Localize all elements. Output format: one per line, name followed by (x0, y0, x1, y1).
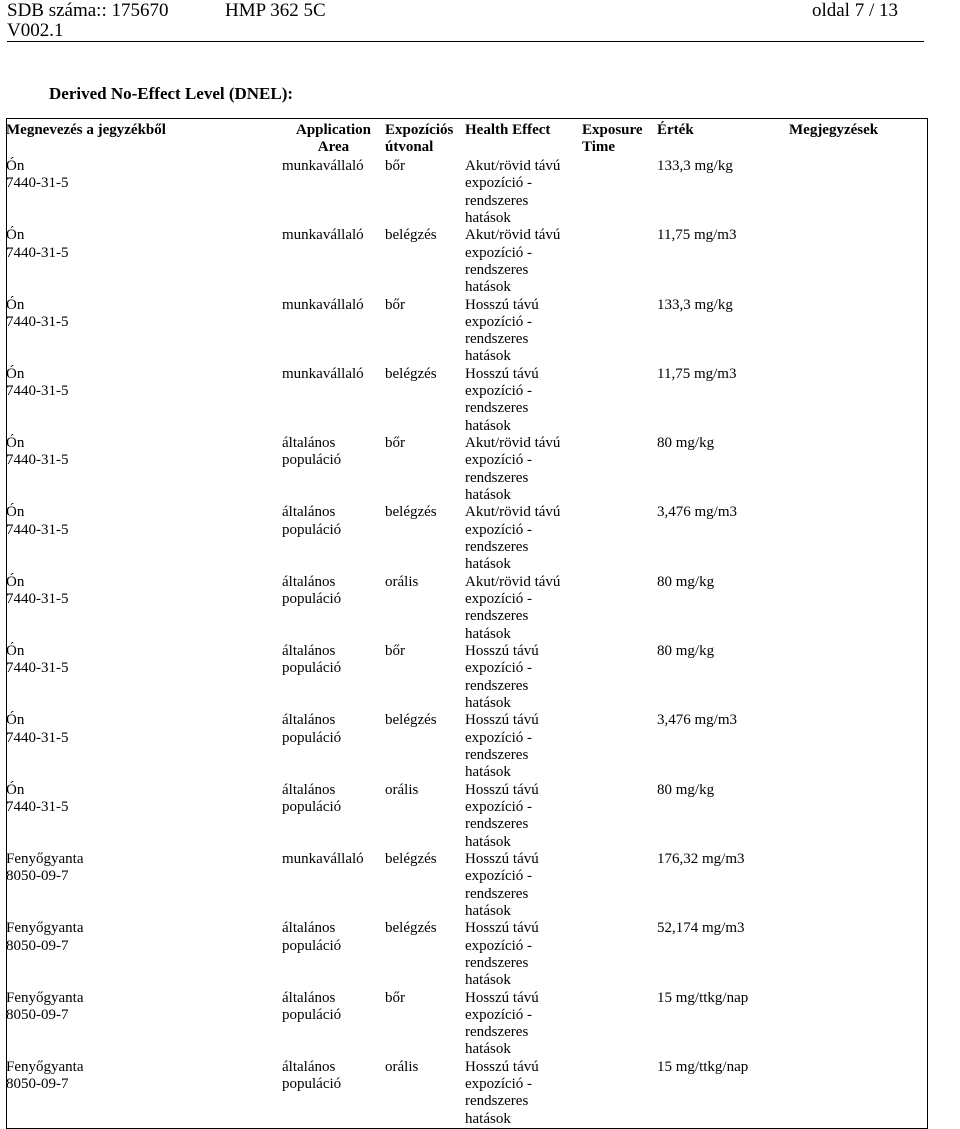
cell-route (385, 366, 465, 435)
area-line2: populáció (282, 798, 342, 815)
health-effect-line: Hosszú távú (465, 712, 539, 729)
health-effect-line: rendszeres (465, 1024, 529, 1041)
table-row (6, 712, 926, 781)
health-effect-line: expozíció - (465, 452, 533, 469)
cell-area (282, 1059, 385, 1128)
section-title: Derived No-Effect Level (DNEL): (49, 84, 294, 103)
cell-effect (465, 574, 582, 643)
substance-name: Ón (6, 643, 25, 660)
health-effect-line: rendszeres (465, 539, 529, 556)
table-row (6, 782, 926, 851)
cell-value (657, 782, 789, 851)
health-effect-line: rendszeres (465, 885, 529, 902)
area-line2: populáció (282, 452, 342, 469)
health-effect-line: Akut/rövid távú (465, 435, 561, 452)
dnel-value: 15 mg/ttkg/nap (657, 1058, 749, 1075)
health-effect-line: hatások (465, 209, 511, 226)
cell-time (582, 158, 657, 227)
cell-effect (465, 366, 582, 435)
exposure-route: bőr (385, 158, 405, 174)
area-line1: általános (282, 1058, 336, 1075)
cell-substance (6, 297, 282, 366)
health-effect-line: expozíció - (465, 383, 533, 400)
cas-number: 7440-31-5 (6, 175, 69, 192)
cell-time (582, 851, 657, 920)
cell-time (582, 504, 657, 573)
cas-number: 8050-09-7 (6, 1076, 69, 1093)
health-effect-line: Hosszú távú (465, 365, 539, 382)
cell-effect (465, 990, 582, 1059)
health-effect-line: expozíció - (465, 798, 533, 815)
cell-remark (789, 782, 926, 851)
health-effect-line: hatások (465, 625, 511, 642)
cell-value (657, 504, 789, 573)
area-line2: populáció (282, 660, 342, 677)
health-effect-line: Hosszú távú (465, 850, 539, 867)
substance-name: Ón (6, 781, 25, 798)
cell-substance (6, 435, 282, 504)
dnel-value: 11,75 mg/m3 (657, 227, 737, 244)
cell-route (385, 297, 465, 366)
exposure-route: bőr (385, 296, 405, 313)
health-effect-line: rendszeres (465, 400, 529, 417)
cell-value (657, 574, 789, 643)
cell-route (385, 712, 465, 781)
header-line (7, 0, 924, 22)
cell-value (657, 158, 789, 227)
area-line1: általános (282, 643, 336, 660)
cell-effect (465, 504, 582, 573)
cell-remark (789, 227, 926, 296)
health-effect-line: rendszeres (465, 746, 529, 763)
exposure-route: orális (385, 573, 419, 590)
health-effect-line: Akut/rövid távú (465, 227, 561, 244)
substance-name: Ón (6, 435, 25, 452)
exposure-route: belégzés (385, 920, 437, 937)
cell-time (582, 643, 657, 712)
health-effect-line: expozíció - (465, 1076, 533, 1093)
dnel-value: 80 mg/kg (657, 781, 715, 798)
table-row (6, 158, 926, 227)
health-effect-line: expozíció - (465, 729, 533, 746)
cell-substance (6, 366, 282, 435)
area-line1: általános (282, 712, 336, 729)
cell-time (582, 574, 657, 643)
exposure-route: belégzés (385, 365, 437, 382)
cell-route (385, 643, 465, 712)
exposure-route: belégzés (385, 712, 437, 729)
table-row (6, 227, 926, 296)
health-effect-line: Akut/rövid távú (465, 573, 561, 590)
area-line2: populáció (282, 937, 342, 954)
exposure-route: bőr (385, 643, 405, 660)
table-row (6, 851, 926, 920)
cell-route (385, 1059, 465, 1128)
dnel-value: 133,3 mg/kg (657, 296, 733, 313)
health-effect-line: rendszeres (465, 677, 529, 694)
cell-substance (6, 712, 282, 781)
table-row (6, 920, 926, 989)
health-effect-line: expozíció - (465, 313, 533, 330)
cell-value (657, 851, 789, 920)
exposure-route: belégzés (385, 227, 437, 244)
health-effect-line: expozíció - (465, 244, 533, 261)
health-effect-line: rendszeres (465, 331, 529, 348)
product-name: HMP 362 5C (225, 0, 326, 21)
health-effect-line: rendszeres (465, 1093, 529, 1110)
health-effect-line: rendszeres (465, 192, 529, 209)
cell-area (282, 297, 385, 366)
dnel-value: 52,174 mg/m3 (657, 920, 745, 937)
exposure-route: orális (385, 781, 419, 798)
cell-remark (789, 504, 926, 573)
cell-effect (465, 643, 582, 712)
dnel-value: 11,75 mg/m3 (657, 365, 737, 382)
area-line2: populáció (282, 521, 342, 538)
area-line1: munkavállaló (282, 850, 364, 867)
health-effect-line: rendszeres (465, 954, 529, 971)
cell-value (657, 643, 789, 712)
cell-effect (465, 851, 582, 920)
health-effect-line: hatások (465, 556, 511, 573)
health-effect-line: hatások (465, 279, 511, 296)
substance-name: Fenyőgyanta (6, 989, 84, 1006)
cell-effect (465, 297, 582, 366)
health-effect-line: Hosszú távú (465, 643, 539, 660)
substance-name: Ón (6, 504, 25, 521)
cell-substance (6, 990, 282, 1059)
table-header-row (6, 122, 926, 158)
cell-route (385, 227, 465, 296)
area-line1: általános (282, 989, 336, 1006)
cell-substance (6, 574, 282, 643)
health-effect-line: rendszeres (465, 608, 529, 625)
health-effect-line: hatások (465, 972, 511, 989)
cell-time (582, 366, 657, 435)
cell-route (385, 990, 465, 1059)
cell-area (282, 782, 385, 851)
cell-substance (6, 643, 282, 712)
area-line1: munkavállaló (282, 158, 364, 174)
cas-number: 7440-31-5 (6, 729, 69, 746)
dnel-value: 3,476 mg/m3 (657, 504, 738, 521)
cell-area (282, 574, 385, 643)
cell-route (385, 158, 465, 227)
health-effect-line: expozíció - (465, 591, 533, 608)
health-effect-line: Hosszú távú (465, 989, 539, 1006)
table-body (6, 158, 926, 1128)
cell-area (282, 366, 385, 435)
cell-route (385, 851, 465, 920)
cell-time (582, 297, 657, 366)
cell-effect (465, 435, 582, 504)
cas-number: 8050-09-7 (6, 868, 69, 885)
dnel-value: 133,3 mg/kg (657, 158, 733, 174)
page-header (7, 0, 924, 42)
area-line2: populáció (282, 729, 342, 746)
page-number: oldal 7 / 13 (811, 0, 898, 21)
cell-remark (789, 297, 926, 366)
cas-number: 7440-31-5 (6, 313, 69, 330)
cell-area (282, 643, 385, 712)
area-line1: általános (282, 573, 336, 590)
health-effect-line: expozíció - (465, 1006, 533, 1023)
exposure-route: bőr (385, 435, 405, 452)
dnel-value: 15 mg/ttkg/nap (657, 989, 749, 1006)
cas-number: 7440-31-5 (6, 521, 69, 538)
health-effect-line: hatások (465, 487, 511, 504)
cell-remark (789, 574, 926, 643)
cell-substance (6, 227, 282, 296)
column-header-remarks: Megjegyzések (789, 122, 879, 138)
health-effect-line: expozíció - (465, 660, 533, 677)
health-effect-line: hatások (465, 902, 511, 919)
cell-value (657, 366, 789, 435)
table-row (6, 504, 926, 573)
cell-effect (465, 712, 582, 781)
substance-name: Ón (6, 365, 25, 382)
cell-time (582, 782, 657, 851)
cell-route (385, 782, 465, 851)
cell-time (582, 1059, 657, 1128)
cell-value (657, 920, 789, 989)
cell-remark (789, 643, 926, 712)
table-row (6, 366, 926, 435)
cell-remark (789, 851, 926, 920)
health-effect-line: expozíció - (465, 521, 533, 538)
column-header-name: Megnevezés a jegyzékből (6, 122, 166, 138)
cell-route (385, 920, 465, 989)
table-row (6, 435, 926, 504)
cell-value (657, 1059, 789, 1128)
table-row (6, 990, 926, 1059)
cell-remark (789, 366, 926, 435)
dnel-value: 176,32 mg/m3 (657, 850, 745, 867)
health-effect-line: hatások (465, 1041, 511, 1058)
health-effect-line: rendszeres (465, 261, 529, 278)
health-effect-line: hatások (465, 764, 511, 781)
cell-route (385, 574, 465, 643)
column-header-time: Exposure Time (582, 122, 643, 156)
area-line1: munkavállaló (282, 227, 364, 244)
health-effect-line: hatások (465, 694, 511, 711)
cell-effect (465, 782, 582, 851)
exposure-route: bőr (385, 989, 405, 1006)
cell-substance (6, 158, 282, 227)
area-line1: általános (282, 435, 336, 452)
cell-area (282, 227, 385, 296)
dnel-table (6, 122, 926, 1128)
cell-area (282, 851, 385, 920)
cell-effect (465, 158, 582, 227)
cell-time (582, 920, 657, 989)
cell-time (582, 435, 657, 504)
column-header-value: Érték (657, 122, 694, 138)
column-header-route: Expozíciós útvonal (385, 122, 454, 156)
health-effect-line: rendszeres (465, 469, 529, 486)
cell-area (282, 920, 385, 989)
health-effect-line: hatások (465, 1110, 511, 1127)
cell-area (282, 990, 385, 1059)
health-effect-line: expozíció - (465, 175, 533, 192)
cell-time (582, 227, 657, 296)
dnel-value: 80 mg/kg (657, 643, 715, 660)
exposure-route: belégzés (385, 850, 437, 867)
cell-remark (789, 158, 926, 227)
version-number: V002.1 (7, 20, 64, 41)
health-effect-line: rendszeres (465, 816, 529, 833)
health-effect-line: Hosszú távú (465, 1058, 539, 1075)
dnel-value: 3,476 mg/m3 (657, 712, 738, 729)
cell-area (282, 158, 385, 227)
dnel-value: 80 mg/kg (657, 435, 715, 452)
health-effect-line: Hosszú távú (465, 781, 539, 798)
health-effect-line: Akut/rövid távú (465, 158, 561, 174)
cell-area (282, 435, 385, 504)
substance-name: Fenyőgyanta (6, 920, 84, 937)
substance-name: Ón (6, 158, 25, 174)
health-effect-line: Hosszú távú (465, 296, 539, 313)
area-line2: populáció (282, 1006, 342, 1023)
cas-number: 7440-31-5 (6, 244, 69, 261)
cas-number: 8050-09-7 (6, 937, 69, 954)
substance-name: Fenyőgyanta (6, 1058, 84, 1075)
substance-name: Ón (6, 296, 25, 313)
header-divider (7, 41, 924, 42)
cas-number: 7440-31-5 (6, 383, 69, 400)
cell-substance (6, 920, 282, 989)
cas-number: 7440-31-5 (6, 798, 69, 815)
cell-remark (789, 920, 926, 989)
area-line1: munkavállaló (282, 296, 364, 313)
table-row (6, 643, 926, 712)
exposure-route: belégzés (385, 504, 437, 521)
table-row (6, 574, 926, 643)
cell-route (385, 504, 465, 573)
cell-value (657, 227, 789, 296)
substance-name: Ón (6, 227, 25, 244)
cell-value (657, 297, 789, 366)
cell-area (282, 504, 385, 573)
health-effect-line: Hosszú távú (465, 920, 539, 937)
cell-remark (789, 990, 926, 1059)
sdb-number: SDB száma:: 175670 (7, 0, 169, 21)
cell-value (657, 712, 789, 781)
table-row (6, 297, 926, 366)
cell-route (385, 435, 465, 504)
health-effect-line: expozíció - (465, 868, 533, 885)
exposure-route: orális (385, 1058, 419, 1075)
area-line1: általános (282, 920, 336, 937)
area-line1: általános (282, 504, 336, 521)
cell-effect (465, 227, 582, 296)
cas-number: 7440-31-5 (6, 660, 69, 677)
cell-substance (6, 851, 282, 920)
cas-number: 8050-09-7 (6, 1006, 69, 1023)
substance-name: Ón (6, 712, 25, 729)
cell-substance (6, 1059, 282, 1128)
cell-value (657, 990, 789, 1059)
health-effect-line: hatások (465, 833, 511, 850)
cell-time (582, 712, 657, 781)
cell-area (282, 712, 385, 781)
substance-name: Fenyőgyanta (6, 850, 84, 867)
health-effect-line: Akut/rövid távú (465, 504, 561, 521)
cell-remark (789, 712, 926, 781)
cas-number: 7440-31-5 (6, 591, 69, 608)
cell-remark (789, 1059, 926, 1128)
column-header-area: Application Area (295, 122, 371, 156)
area-line2: populáció (282, 1076, 342, 1093)
health-effect-line: expozíció - (465, 937, 533, 954)
column-header-effect: Health Effect (465, 122, 551, 138)
area-line2: populáció (282, 591, 342, 608)
cas-number: 7440-31-5 (6, 452, 69, 469)
cell-value (657, 435, 789, 504)
cell-time (582, 990, 657, 1059)
area-line1: általános (282, 781, 336, 798)
cell-remark (789, 435, 926, 504)
health-effect-line: hatások (465, 348, 511, 365)
table-row (6, 1059, 926, 1128)
substance-name: Ón (6, 573, 25, 590)
cell-effect (465, 1059, 582, 1128)
area-line1: munkavállaló (282, 365, 364, 382)
health-effect-line: hatások (465, 417, 511, 434)
cell-substance (6, 504, 282, 573)
cell-effect (465, 920, 582, 989)
cell-substance (6, 782, 282, 851)
dnel-value: 80 mg/kg (657, 573, 715, 590)
